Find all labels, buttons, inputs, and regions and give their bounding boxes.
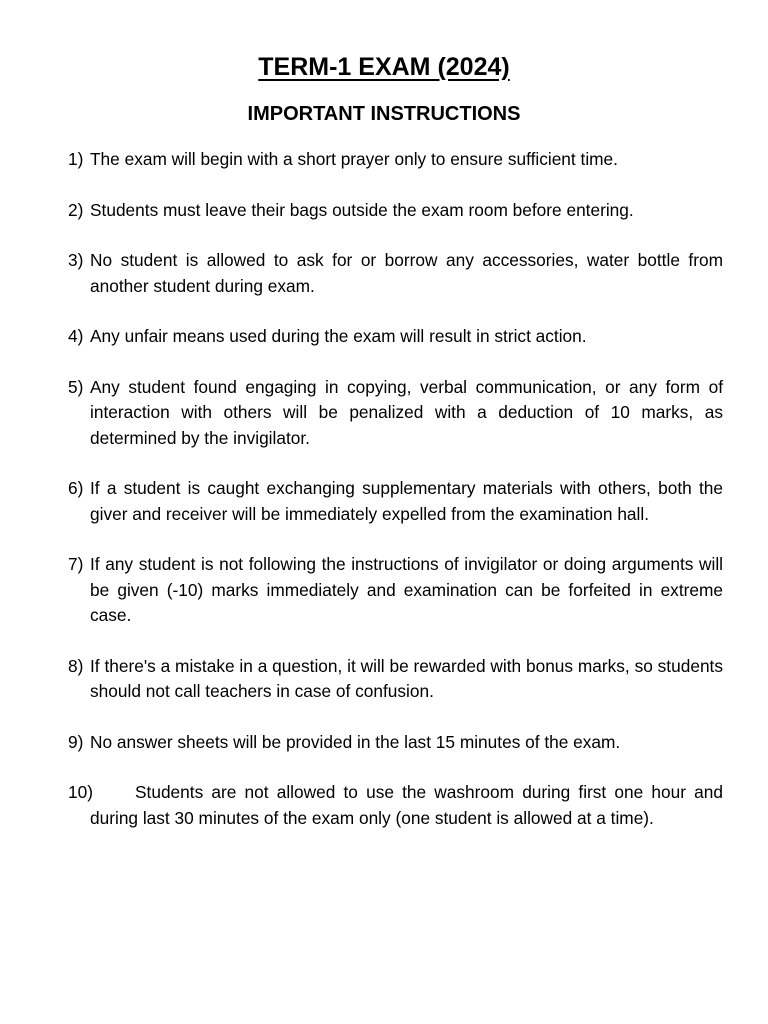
instruction-number: 4) <box>68 326 84 346</box>
instruction-item <box>68 780 723 831</box>
instruction-item <box>68 476 723 527</box>
instruction-text: Students must leave their bags outside the exam room before entering. <box>90 199 634 220</box>
page-subtitle: IMPORTANT INSTRUCTIONS <box>247 103 521 125</box>
instruction-number: 9) <box>68 731 84 752</box>
instruction-item <box>68 375 723 452</box>
instruction-number: 5) <box>68 376 84 397</box>
instruction-number: 3) <box>68 250 84 270</box>
instruction-item <box>68 147 723 173</box>
instruction-text: If a student is caught exchanging supplementary materials with others, both the giver and receiver will be immediately expelled from the examination hall. <box>90 478 723 524</box>
instruction-number: 1) <box>68 149 84 169</box>
instruction-text: Any student found engaging in copying, verbal communication, or any form of interaction with others will be penalized with a deduction of 10 marks, as determined by the invigilator. <box>90 376 723 448</box>
instruction-text: No answer sheets will be provided in the last 15 minutes of the exam. <box>90 731 621 752</box>
instruction-number: 10) <box>68 782 93 802</box>
instruction-item <box>68 198 723 224</box>
instruction-text: If there's a mistake in a question, it will be rewarded with bonus marks, so students should not call teachers in case of confusion. <box>90 655 723 701</box>
instruction-text: No student is allowed to ask for or borrow any accessories, water bottle from another student during exam. <box>90 250 723 296</box>
instruction-text: Students are not allowed to use the washroom during first one hour and during last 30 minutes of the exam only (one student is allowed at a time). <box>90 782 723 828</box>
instructions-list <box>68 147 723 856</box>
instruction-item <box>68 730 723 756</box>
instruction-number: 8) <box>68 655 84 676</box>
instruction-number: 7) <box>68 554 84 574</box>
instruction-text: If any student is not following the instructions of invigilator or doing arguments will be given (-10) marks immediately and examination can be forfeited in extreme case. <box>90 554 723 625</box>
instruction-number: 2) <box>68 199 84 220</box>
instruction-item <box>68 324 723 350</box>
instruction-text: The exam will begin with a short prayer only to ensure sufficient time. <box>90 149 618 169</box>
instruction-item <box>68 552 723 629</box>
instruction-number: 6) <box>68 478 84 498</box>
instruction-item <box>68 654 723 705</box>
instruction-text: Any unfair means used during the exam will result in strict action. <box>90 326 587 346</box>
page-title: TERM-1 EXAM (2024) <box>258 53 510 81</box>
instruction-item <box>68 248 723 299</box>
